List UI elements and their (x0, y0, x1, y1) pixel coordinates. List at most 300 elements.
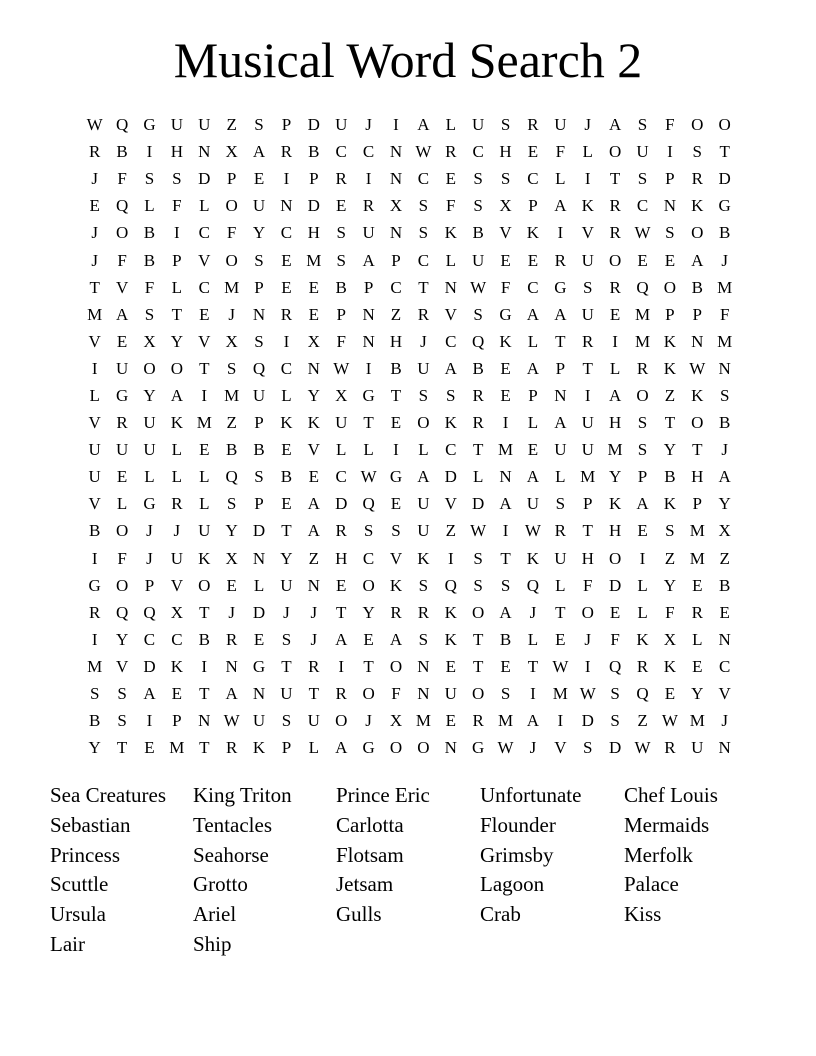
grid-cell-letter: R (362, 196, 375, 216)
grid-cell-letter: L (555, 169, 566, 189)
grid-cell-letter: T (308, 684, 320, 704)
grid-cell-letter: Z (390, 304, 402, 324)
word-list-item: Gulls (336, 902, 382, 927)
grid-cell-letter: R (171, 494, 183, 514)
grid-cell-letter: N (362, 304, 375, 324)
grid-cell-letter: O (472, 684, 485, 704)
grid-cell-letter: J (283, 602, 290, 622)
word-list-item: Prince Eric (336, 783, 430, 807)
word-list-item: Palace (624, 872, 679, 897)
grid-cell-letter: C (445, 331, 457, 351)
grid-cell-letter: I (639, 548, 646, 568)
grid-cell-letter: S (89, 684, 100, 704)
grid-cell-letter: Z (637, 711, 648, 731)
grid-cell-letter: T (116, 738, 128, 758)
grid-cell-letter: P (309, 169, 319, 189)
grid-cell-letter: B (691, 277, 703, 297)
grid-cell-letter: H (691, 467, 704, 487)
grid-cell-letter: I (502, 413, 509, 433)
grid-cell-letter: R (554, 250, 566, 270)
grid-cell-letter: V (581, 223, 594, 243)
grid-cell-letter: L (116, 494, 128, 514)
grid-cell-letter: T (199, 358, 210, 378)
grid-cell-letter: N (225, 656, 238, 676)
word-list (50, 781, 718, 960)
grid-cell-letter: A (499, 602, 512, 622)
grid-row-4 (81, 192, 738, 219)
grid-cell-letter: M (224, 385, 240, 405)
grid-cell-letter: N (307, 575, 320, 595)
grid-cell-letter: R (390, 602, 402, 622)
grid-cell-letter: R (89, 142, 101, 162)
grid-cell-letter: U (581, 413, 594, 433)
grid-cell-letter: R (225, 738, 238, 758)
grid-cell-letter: T (418, 277, 429, 297)
grid-cell-letter: E (308, 304, 320, 324)
grid-row-19 (81, 599, 738, 626)
grid-cell-letter: W (634, 223, 651, 243)
grid-cell-letter: Y (691, 684, 704, 704)
grid-cell-letter: D (307, 196, 320, 216)
grid-cell-letter: M (552, 684, 568, 704)
grid-cell-letter: B (253, 440, 265, 460)
grid-cell-letter: E (226, 575, 237, 595)
grid-cell-letter: R (636, 358, 649, 378)
grid-cell-letter: E (692, 575, 703, 595)
grid-cell-letter: P (254, 413, 264, 433)
grid-cell-letter: T (719, 142, 730, 162)
grid-cell-letter: E (308, 467, 320, 487)
grid-cell-letter: T (692, 440, 703, 460)
grid-cell-letter: W (470, 277, 487, 297)
grid-cell-letter: W (689, 358, 706, 378)
word-list-item: Tentacles (193, 812, 272, 837)
grid-cell-letter: C (362, 548, 375, 568)
grid-row-8 (81, 301, 738, 328)
grid-cell-letter: Z (445, 521, 456, 541)
grid-cell-letter: B (89, 711, 101, 731)
grid-cell-letter: S (446, 385, 456, 405)
word-list-item: Jetsam (336, 872, 394, 897)
grid-cell-letter: S (144, 169, 155, 189)
grid-cell-letter: N (718, 358, 731, 378)
grid-cell-letter: O (636, 385, 649, 405)
grid-cell-letter: J (228, 602, 235, 622)
grid-cell-letter: O (389, 738, 403, 758)
grid-cell-letter: L (637, 602, 648, 622)
grid-cell-letter: Y (143, 385, 156, 405)
grid-cell-letter: G (143, 494, 156, 514)
grid-cell-letter: E (664, 250, 676, 270)
grid-cell-letter: Y (170, 331, 183, 351)
grid-cell-letter: B (390, 358, 402, 378)
grid-cell-letter: M (87, 656, 103, 676)
grid-cell-letter: I (447, 548, 454, 568)
grid-cell-letter: E (555, 629, 566, 649)
grid-cell-letter: S (254, 250, 264, 270)
grid-cell-letter: M (87, 304, 103, 324)
grid-cell-letter: S (254, 115, 264, 135)
grid-cell-letter: T (527, 656, 539, 676)
grid-cell-letter: U (170, 115, 183, 135)
grid-cell-letter: I (584, 656, 591, 676)
grid-cell-letter: T (89, 277, 100, 297)
grid-cell-letter: E (527, 142, 539, 162)
grid-cell-letter: V (718, 684, 731, 704)
grid-cell-letter: G (362, 738, 375, 758)
grid-cell-letter: I (146, 142, 153, 162)
grid-cell-letter: V (444, 304, 457, 324)
grid-cell-letter: A (115, 304, 129, 324)
grid-cell-letter: U (636, 142, 649, 162)
grid-cell-letter: F (582, 575, 593, 595)
grid-cell-letter: U (417, 494, 430, 514)
grid-cell-letter: I (393, 440, 399, 460)
grid-cell-letter: O (691, 223, 704, 243)
grid-cell-letter: Q (444, 575, 457, 595)
grid-cell-letter: B (89, 521, 101, 541)
grid-cell-letter: N (444, 277, 457, 297)
grid-cell-letter: F (719, 304, 730, 324)
grid-row-2 (81, 138, 738, 165)
grid-cell-letter: V (444, 494, 457, 514)
grid-cell-letter: R (445, 142, 457, 162)
grid-cell-letter: J (228, 304, 235, 324)
grid-cell-letter: P (226, 169, 237, 189)
grid-cell-letter: V (307, 440, 320, 460)
grid-cell-letter: E (692, 656, 703, 676)
word-list-item: Sea Creatures (50, 783, 167, 807)
grid-cell-letter: Q (608, 656, 622, 676)
grid-cell-letter: G (252, 656, 266, 676)
grid-cell-letter: J (529, 738, 537, 758)
grid-cell-letter: B (664, 467, 676, 487)
grid-cell-letter: N (444, 738, 457, 758)
grid-cell-letter: S (500, 684, 511, 704)
word-list-item: Flounder (480, 812, 556, 837)
grid-cell-letter: H (389, 331, 403, 351)
grid-cell-letter: S (473, 575, 483, 595)
grid-cell-letter: O (115, 521, 129, 541)
grid-cell-letter: N (389, 142, 403, 162)
grid-cell-letter: I (91, 548, 98, 568)
grid-cell-letter: T (582, 358, 593, 378)
grid-cell-letter: S (418, 385, 429, 405)
grid-cell-letter: Q (472, 331, 485, 351)
grid-cell-letter: O (143, 358, 156, 378)
grid-row-17 (81, 545, 738, 572)
grid-row-3 (81, 165, 738, 192)
grid-cell-letter: I (530, 684, 536, 704)
grid-cell-letter: O (170, 358, 183, 378)
grid-cell-letter: R (335, 684, 347, 704)
word-list-item: Princess (50, 842, 120, 867)
grid-cell-letter: A (389, 629, 403, 649)
grid-cell-letter: A (335, 738, 348, 758)
grid-cell-letter: S (473, 196, 483, 216)
grid-cell-letter: O (608, 548, 622, 568)
grid-cell-letter: R (691, 169, 703, 189)
grid-cell-letter: U (472, 250, 485, 270)
grid-row-6 (81, 246, 738, 273)
grid-cell-letter: A (718, 467, 731, 487)
grid-cell-letter: S (637, 440, 648, 460)
grid-cell-letter: P (172, 711, 182, 731)
grid-cell-letter: I (365, 169, 372, 189)
grid-cell-letter: P (692, 304, 703, 324)
grid-cell-letter: T (664, 413, 676, 433)
grid-cell-letter: E (445, 656, 456, 676)
grid-cell-letter: T (199, 602, 210, 622)
word-list-item: Grotto (193, 872, 248, 897)
grid-cell-letter: U (88, 467, 101, 487)
grid-cell-letter: L (527, 629, 539, 649)
grid-cell-letter: F (446, 196, 456, 216)
grid-cell-letter: R (664, 738, 676, 758)
grid-cell-letter: A (636, 494, 649, 514)
grid-cell-letter: U (115, 358, 129, 378)
grid-cell-letter: P (254, 494, 264, 514)
grid-cell-letter: G (554, 277, 567, 297)
grid-cell-letter: S (418, 196, 429, 216)
grid-cell-letter: E (500, 250, 511, 270)
grid-cell-letter: W (415, 142, 432, 162)
grid-cell-letter: L (199, 494, 210, 514)
grid-cell-letter: A (170, 385, 183, 405)
puzzle-title: Musical Word Search 2 (173, 32, 643, 88)
grid-cell-letter: O (115, 223, 129, 243)
grid-cell-letter: U (581, 440, 594, 460)
grid-cell-letter: J (529, 602, 537, 622)
grid-cell-letter: C (472, 142, 484, 162)
grid-cell-letter: A (225, 684, 238, 704)
grid-cell-letter: J (721, 250, 728, 270)
grid-cell-letter: S (418, 629, 429, 649)
grid-cell-letter: H (581, 548, 594, 568)
grid-cell-letter: Y (362, 602, 375, 622)
grid-cell-letter: R (472, 385, 484, 405)
grid-cell-letter: U (115, 440, 129, 460)
grid-cell-letter: L (418, 440, 429, 460)
grid-cell-letter: K (444, 602, 457, 622)
grid-cell-letter: K (691, 385, 704, 405)
grid-row-18 (81, 572, 738, 599)
grid-cell-letter: E (500, 358, 511, 378)
grid-cell-letter: B (499, 629, 512, 649)
grid-cell-letter: E (445, 169, 456, 189)
grid-cell-letter: L (445, 115, 456, 135)
grid-cell-letter: X (389, 711, 403, 731)
grid-cell-letter: P (528, 385, 538, 405)
grid-cell-letter: B (308, 142, 320, 162)
grid-cell-letter: S (144, 304, 155, 324)
grid-cell-letter: T (555, 602, 566, 622)
grid-cell-letter: J (310, 602, 318, 622)
grid-cell-letter: P (336, 304, 346, 324)
grid-cell-letter: J (365, 711, 372, 731)
grid-cell-letter: N (307, 358, 320, 378)
grid-cell-letter: E (664, 684, 676, 704)
grid-cell-letter: J (91, 169, 98, 189)
grid-cell-letter: M (689, 711, 705, 731)
grid-row-20 (81, 626, 738, 653)
grid-cell-letter: L (89, 385, 100, 405)
grid-cell-letter: K (499, 331, 512, 351)
word-list-item: Lagoon (480, 872, 545, 897)
grid-cell-letter: D (252, 602, 266, 622)
grid-cell-letter: O (417, 413, 430, 433)
grid-cell-letter: Q (362, 494, 375, 514)
grid-cell-letter: R (582, 331, 594, 351)
grid-cell-letter: V (88, 494, 101, 514)
grid-cell-letter: F (336, 331, 346, 351)
grid-cell-letter: H (170, 142, 183, 162)
grid-cell-letter: R (417, 304, 430, 324)
grid-cell-letter: U (88, 440, 101, 460)
grid-cell-letter: D (444, 467, 457, 487)
grid-cell-letter: E (390, 413, 402, 433)
grid-cell-letter: I (91, 358, 98, 378)
grid-cell-letter: A (362, 250, 375, 270)
grid-cell-letter: H (335, 548, 348, 568)
grid-cell-letter: C (417, 169, 430, 189)
grid-cell-letter: N (691, 331, 704, 351)
grid-row-11 (81, 382, 738, 409)
grid-cell-letter: S (117, 684, 127, 704)
grid-cell-letter: S (418, 575, 429, 595)
grid-cell-letter: L (171, 277, 183, 297)
grid-cell-letter: S (582, 738, 593, 758)
grid-cell-letter: A (554, 413, 567, 433)
grid-cell-letter: R (609, 223, 621, 243)
grid-cell-letter: S (500, 115, 511, 135)
grid-row-16 (81, 517, 738, 544)
grid-cell-letter: U (252, 711, 266, 731)
grid-cell-letter: E (199, 440, 210, 460)
grid-cell-letter: B (280, 467, 293, 487)
grid-cell-letter: R (308, 656, 320, 676)
grid-cell-letter: W (497, 738, 514, 758)
grid-cell-letter: O (362, 684, 375, 704)
grid-cell-letter: Q (636, 277, 649, 297)
grid-cell-letter: Y (608, 467, 622, 487)
grid-cell-letter: Z (719, 548, 730, 568)
grid-cell-letter: Y (252, 223, 266, 243)
word-list-item: Chef Louis (624, 783, 718, 807)
grid-cell-letter: Q (636, 684, 649, 704)
grid-cell-letter: N (252, 548, 266, 568)
grid-cell-letter: N (417, 656, 430, 676)
grid-cell-letter: R (89, 602, 101, 622)
grid-cell-letter: R (691, 602, 703, 622)
grid-cell-letter: K (608, 494, 622, 514)
grid-cell-letter: I (283, 169, 290, 189)
grid-cell-letter: N (554, 385, 567, 405)
grid-cell-letter: V (88, 413, 101, 433)
grid-cell-letter: A (526, 467, 540, 487)
grid-cell-letter: J (146, 521, 153, 541)
grid-cell-letter: X (225, 331, 238, 351)
grid-cell-letter: P (665, 169, 675, 189)
grid-cell-letter: N (389, 169, 403, 189)
grid-row-14 (81, 463, 738, 490)
grid-cell-letter: X (663, 629, 677, 649)
grid-cell-letter: Y (88, 738, 101, 758)
grid-cell-letter: F (117, 250, 127, 270)
word-list-item: Crab (480, 902, 521, 927)
grid-cell-letter: Y (718, 494, 731, 514)
grid-cell-letter: H (307, 223, 320, 243)
grid-cell-letter: R (280, 304, 293, 324)
grid-cell-letter: S (117, 711, 127, 731)
grid-cell-letter: V (554, 738, 567, 758)
grid-cell-letter: X (335, 385, 348, 405)
grid-cell-letter: M (717, 277, 733, 297)
grid-cell-letter: I (283, 331, 290, 351)
grid-cell-letter: T (555, 331, 566, 351)
grid-cell-letter: C (143, 629, 156, 649)
grid-cell-letter: J (91, 223, 98, 243)
grid-cell-letter: L (555, 467, 566, 487)
grid-cell-letter: D (581, 711, 594, 731)
grid-cell-letter: C (171, 629, 183, 649)
grid-cell-letter: J (310, 629, 318, 649)
grid-cell-letter: X (225, 142, 238, 162)
grid-cell-letter: V (198, 331, 211, 351)
grid-cell-letter: X (143, 331, 156, 351)
grid-cell-letter: K (170, 413, 183, 433)
grid-cell-letter: S (637, 115, 648, 135)
grid-cell-letter: E (281, 440, 292, 460)
grid-cell-letter: T (472, 440, 484, 460)
grid-cell-letter: K (526, 548, 540, 568)
word-list-item: Merfolk (624, 842, 693, 867)
grid-cell-letter: U (691, 738, 704, 758)
grid-cell-letter: S (226, 494, 237, 514)
grid-cell-letter: F (226, 223, 237, 243)
grid-cell-letter: C (636, 196, 649, 216)
grid-cell-letter: F (391, 684, 401, 704)
grid-cell-letter: T (171, 304, 183, 324)
word-list-item: Carlotta (336, 812, 404, 837)
grid-cell-letter: J (584, 115, 592, 135)
grid-cell-letter: F (665, 602, 675, 622)
grid-cell-letter: G (88, 575, 101, 595)
grid-cell-letter: A (608, 385, 622, 405)
grid-cell-letter: S (336, 223, 346, 243)
grid-cell-letter: B (472, 223, 484, 243)
grid-cell-letter: K (444, 223, 457, 243)
grid-cell-letter: Z (664, 548, 676, 568)
grid-cell-letter: V (170, 575, 183, 595)
grid-cell-letter: A (307, 494, 320, 514)
grid-cell-letter: X (389, 196, 403, 216)
word-list-item: Kiss (624, 902, 662, 927)
grid-cell-letter: S (665, 223, 675, 243)
grid-cell-letter: S (692, 142, 703, 162)
grid-cell-letter: F (555, 142, 566, 162)
grid-cell-letter: S (254, 331, 264, 351)
grid-cell-letter: U (472, 115, 485, 135)
grid-cell-letter: J (721, 711, 728, 731)
grid-cell-letter: B (143, 250, 156, 270)
grid-cell-letter: A (252, 142, 266, 162)
grid-cell-letter: S (637, 169, 648, 189)
grid-cell-letter: L (363, 440, 374, 460)
grid-cell-letter: M (689, 521, 705, 541)
grid-cell-letter: E (363, 629, 374, 649)
grid-cell-letter: K (252, 738, 266, 758)
